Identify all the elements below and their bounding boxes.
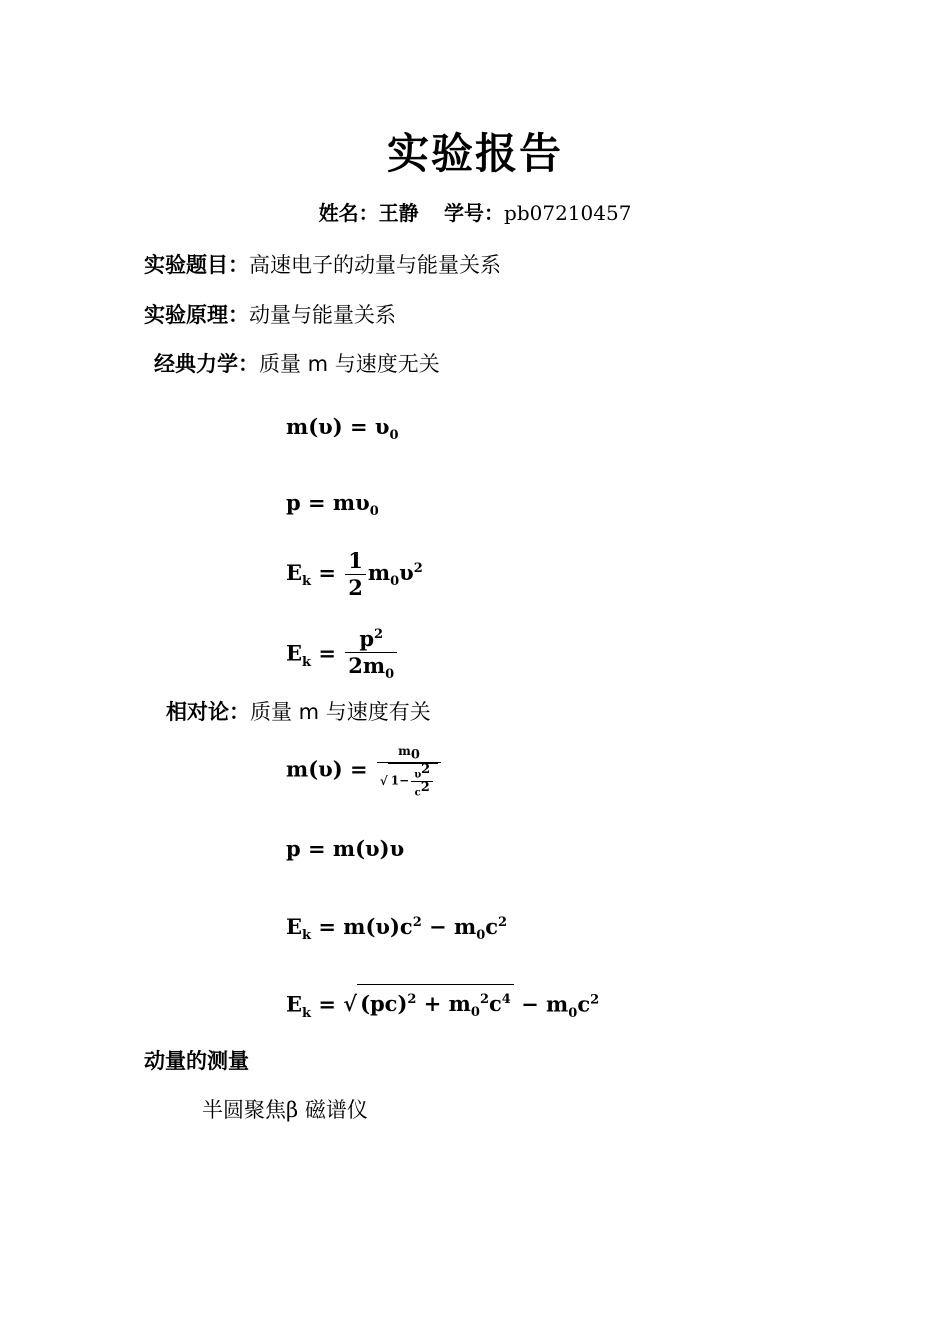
- relativity-equation-kinetic-energy: $E_k = m(\upsilon)c^2 - m_0c^2$: [286, 914, 508, 944]
- classical-label: 经典力学：: [154, 351, 259, 376]
- classical-equation-kinetic-momentum: $E_k$ = $\frac{p^2}{2m_0}$: [286, 622, 399, 688]
- relativity-equation-mass: m(υ) = $m_0$ √ 1− $\frac{\upsilon^2}{c^2}$: [286, 744, 443, 798]
- student-id-label: 学号：: [444, 201, 505, 225]
- name-label: 姓名：: [318, 201, 379, 225]
- relativity-label: 相对论：: [166, 699, 250, 724]
- page-title: 实验报告: [386, 129, 563, 178]
- classical-equation-kinetic-energy: $E_k$ = $\frac{1}{2}$ $m_0\upsilon^2$: [286, 548, 423, 600]
- fraction-relativistic-mass: $m_0$ √ 1− $\frac{\upsilon^2}{c^2}$: [377, 744, 441, 798]
- classical-line: [154, 349, 440, 379]
- relativity-equation-momentum: p = m(υ)υ: [286, 836, 405, 861]
- classical-equation-mass: $m(\upsilon) = \upsilon_0$: [286, 414, 399, 444]
- relativity-line: [166, 697, 431, 727]
- topic-line: [144, 250, 501, 280]
- author-line: [0, 198, 950, 228]
- fraction-one-half: $\frac{1}{2}$: [345, 548, 366, 601]
- principle-value: 动量与能量关系: [249, 303, 396, 327]
- principle-label: 实验原理：: [144, 302, 249, 327]
- student-id: pb07210457: [504, 201, 632, 225]
- principle-line: [144, 300, 396, 330]
- measurement-heading: 动量的测量: [144, 1048, 249, 1073]
- classical-value: 质量 m 与速度无关: [259, 352, 440, 376]
- author-name: 王静: [378, 201, 419, 225]
- classical-equation-momentum: $p = m\upsilon_0$: [286, 490, 379, 520]
- topic-value: 高速电子的动量与能量关系: [249, 253, 501, 277]
- topic-label: 实验题目：: [144, 252, 249, 277]
- relativity-value: 质量 m 与速度有关: [250, 700, 431, 724]
- fraction-p-squared: $\frac{p^2}{2m_0}$: [345, 622, 397, 688]
- measurement-item: 半圆聚焦β 磁谱仪: [202, 1098, 368, 1122]
- relativity-equation-energy-momentum: $E_k$ = √ $(pc)^2 + m_0^2c^4 - m_0c^2$: [286, 984, 599, 1029]
